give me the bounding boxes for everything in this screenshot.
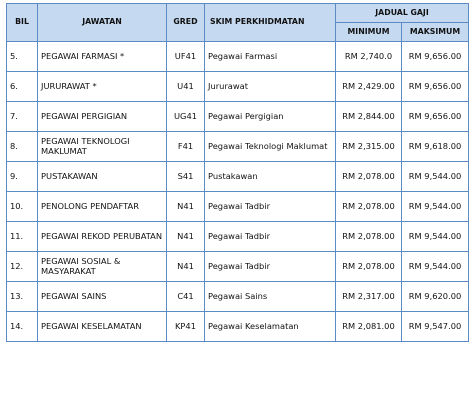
cell-minimum: RM 2,740.0: [336, 42, 402, 72]
cell-skim: Jururawat: [205, 72, 336, 102]
cell-minimum: RM 2,078.00: [336, 222, 402, 252]
cell-minimum: RM 2,844.00: [336, 102, 402, 132]
cell-gred: C41: [167, 282, 205, 312]
table-row: [7, 72, 469, 102]
cell-bil: 6.: [7, 72, 38, 102]
header-maksimum: MAKSIMUM: [402, 23, 469, 42]
cell-skim: Pegawai Keselamatan: [205, 312, 336, 342]
table-row: [7, 282, 469, 312]
header-minimum: MINIMUM: [336, 23, 402, 42]
cell-gred: F41: [167, 132, 205, 162]
cell-skim: Pegawai Tadbir: [205, 222, 336, 252]
cell-skim: Pegawai Teknologi Maklumat: [205, 132, 336, 162]
cell-skim: Pustakawan: [205, 162, 336, 192]
header-jadual-gaji: JADUAL GAJI: [336, 4, 469, 23]
cell-maksimum: RM 9,544.00: [402, 162, 469, 192]
cell-gred: S41: [167, 162, 205, 192]
cell-maksimum: RM 9,618.00: [402, 132, 469, 162]
cell-bil: 5.: [7, 42, 38, 72]
cell-maksimum: RM 9,656.00: [402, 102, 469, 132]
cell-maksimum: RM 9,547.00: [402, 312, 469, 342]
cell-gred: KP41: [167, 312, 205, 342]
cell-bil: 10.: [7, 192, 38, 222]
cell-bil: 14.: [7, 312, 38, 342]
cell-maksimum: RM 9,620.00: [402, 282, 469, 312]
cell-jawatan: PUSTAKAWAN: [38, 162, 167, 192]
table-row: [7, 312, 469, 342]
table-row: [7, 252, 469, 282]
cell-bil: 9.: [7, 162, 38, 192]
cell-jawatan: PEGAWAI KESELAMATAN: [38, 312, 167, 342]
cell-skim: Pegawai Farmasi: [205, 42, 336, 72]
cell-bil: 13.: [7, 282, 38, 312]
cell-gred: UG41: [167, 102, 205, 132]
cell-bil: 11.: [7, 222, 38, 252]
cell-jawatan: PEGAWAI PERGIGIAN: [38, 102, 167, 132]
header-bil: BIL: [7, 4, 38, 42]
cell-minimum: RM 2,078.00: [336, 162, 402, 192]
header-jawatan: JAWATAN: [38, 4, 167, 42]
table-row: [7, 192, 469, 222]
cell-gred: U41: [167, 72, 205, 102]
cell-jawatan: PEGAWAI SAINS: [38, 282, 167, 312]
cell-maksimum: RM 9,544.00: [402, 222, 469, 252]
cell-maksimum: RM 9,656.00: [402, 72, 469, 102]
cell-jawatan: PEGAWAI SOSIAL & MASYARAKAT: [38, 252, 167, 282]
cell-maksimum: RM 9,656.00: [402, 42, 469, 72]
cell-gred: N41: [167, 192, 205, 222]
table-row: [7, 222, 469, 252]
header-gred: GRED: [167, 4, 205, 42]
cell-jawatan: PENOLONG PENDAFTAR: [38, 192, 167, 222]
cell-gred: N41: [167, 252, 205, 282]
cell-bil: 8.: [7, 132, 38, 162]
cell-skim: Pegawai Tadbir: [205, 192, 336, 222]
table-body: [7, 42, 469, 342]
cell-jawatan: PEGAWAI REKOD PERUBATAN: [38, 222, 167, 252]
cell-minimum: RM 2,078.00: [336, 192, 402, 222]
table-row: [7, 42, 469, 72]
cell-minimum: RM 2,317.00: [336, 282, 402, 312]
cell-bil: 12.: [7, 252, 38, 282]
cell-skim: Pegawai Tadbir: [205, 252, 336, 282]
table-row: [7, 102, 469, 132]
cell-gred: N41: [167, 222, 205, 252]
cell-minimum: RM 2,078.00: [336, 252, 402, 282]
cell-skim: Pegawai Sains: [205, 282, 336, 312]
cell-jawatan: PEGAWAI FARMASI *: [38, 42, 167, 72]
cell-minimum: RM 2,429.00: [336, 72, 402, 102]
cell-gred: UF41: [167, 42, 205, 72]
cell-minimum: RM 2,081.00: [336, 312, 402, 342]
cell-jawatan: JURURAWAT *: [38, 72, 167, 102]
cell-maksimum: RM 9,544.00: [402, 192, 469, 222]
salary-table: [6, 3, 469, 342]
cell-bil: 7.: [7, 102, 38, 132]
table-header: [7, 4, 469, 42]
cell-jawatan: PEGAWAI TEKNOLOGI MAKLUMAT: [38, 132, 167, 162]
cell-minimum: RM 2,315.00: [336, 132, 402, 162]
cell-maksimum: RM 9,544.00: [402, 252, 469, 282]
table-row: [7, 132, 469, 162]
header-skim: SKIM PERKHIDMATAN: [205, 4, 336, 42]
table-row: [7, 162, 469, 192]
cell-skim: Pegawai Pergigian: [205, 102, 336, 132]
